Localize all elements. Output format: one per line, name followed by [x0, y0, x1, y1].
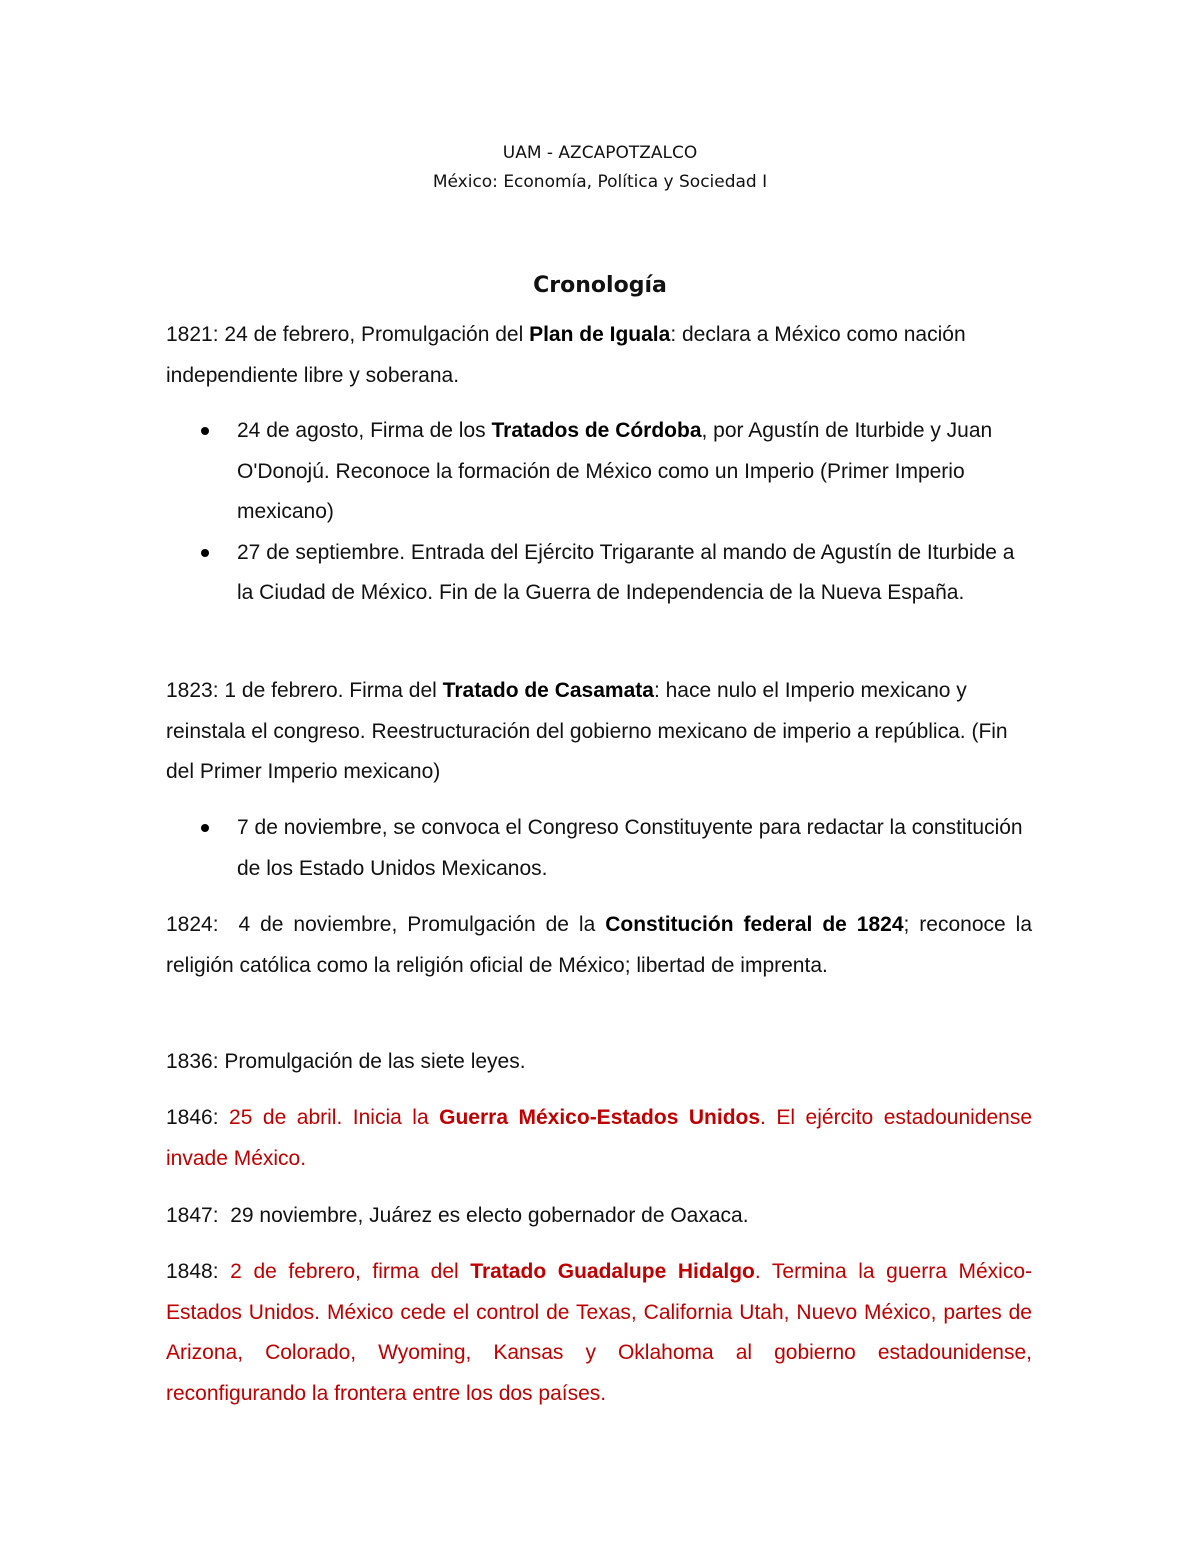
entry-1821-bullets: [166, 411, 1032, 614]
entry-1821: [166, 315, 1032, 396]
entry-bold-text: Guerra México-Estados Unidos: [439, 1106, 761, 1129]
list-item: [166, 533, 1032, 614]
entry-year: 1824:: [166, 913, 219, 936]
entry-year: 1823:: [166, 679, 219, 702]
entry-text: . Termina la guerra México-Estados Unidos. México cede el control de Texas, California Utah, Nuevo México, partes de Arizona, Colorado, Wyoming, Kansas y Oklahoma al gobierno estadounidense, reconfigurando la frontera entre los dos países.: [166, 1260, 1032, 1405]
list-item-bold-text: Tratados de Córdoba: [491, 419, 702, 442]
entry-text: 2 de febrero, firma del: [218, 1260, 471, 1283]
entry-1824: [166, 905, 1032, 986]
entry-text: 1 de febrero. Firma del: [218, 679, 443, 702]
entry-text: 4 de noviembre, Promulgación de la: [218, 913, 606, 936]
course-header: México: Economía, Política y Sociedad I: [432, 172, 768, 192]
entry-text: 24 de febrero, Promulgación del: [218, 323, 530, 346]
list-item-text: 7 de noviembre, se convoca el Congreso Constituyente para redactar la constitución de los Estado Unidos Mexicanos.: [237, 816, 1023, 880]
entry-1836: [166, 1042, 1032, 1083]
entry-text: 29 noviembre, Juárez es electo gobernador de Oaxaca.: [218, 1204, 749, 1227]
list-item: [166, 808, 1032, 889]
entry-text: : declara a México como nación independiente libre y soberana.: [166, 323, 966, 387]
list-item-text: 27 de septiembre. Entrada del Ejército Trigarante al mando de Agustín de Iturbide a la Ciudad de México. Fin de la Guerra de Independencia de la Nueva España.: [237, 540, 1015, 604]
entry-bold-text: Plan de Iguala: [529, 323, 671, 346]
entry-text: Promulgación de las siete leyes.: [218, 1050, 526, 1073]
entry-bold-text: Constitución federal de 1824: [605, 913, 904, 936]
entry-text: ; reconoce la religión católica como la religión oficial de México; libertad de imprenta.: [166, 913, 1032, 977]
entry-bold-text: Tratado Guadalupe Hidalgo: [470, 1260, 755, 1283]
entry-text: 25 de abril. Inicia la: [218, 1106, 440, 1129]
bullet-icon: [201, 824, 209, 832]
entry-1848: [166, 1252, 1032, 1414]
list-item: [166, 411, 1032, 533]
bullet-icon: [201, 549, 209, 557]
entry-text: : hace nulo el Imperio mexicano y reinstala el congreso. Reestructuración del gobierno mexicano de imperio a república. (Fin del Primer Imperio mexicano): [166, 679, 1008, 783]
bullet-icon: [201, 427, 209, 435]
entry-text: . El ejército estadounidense invade México.: [166, 1106, 1033, 1170]
institution-header: UAM - AZCAPOTZALCO: [502, 143, 698, 163]
entry-year: 1848:: [166, 1260, 219, 1283]
entry-1823-bullets: [166, 808, 1032, 889]
entry-1846: [166, 1098, 1032, 1179]
entry-bold-text: Tratado de Casamata: [442, 679, 654, 702]
entry-1823: [166, 671, 1032, 793]
entry-year: 1846:: [166, 1106, 219, 1129]
entry-1847: [166, 1196, 1032, 1237]
entry-year: 1821:: [166, 323, 219, 346]
document-title: Cronología: [533, 273, 667, 298]
list-item-text: 24 de agosto, Firma de los: [237, 419, 492, 442]
entry-year: 1847:: [166, 1204, 219, 1227]
list-item-text: , por Agustín de Iturbide y Juan O'Donojú. Reconoce la formación de México como un Imperio (Primer Imperio mexicano): [237, 419, 993, 523]
entry-year: 1836:: [166, 1050, 219, 1073]
